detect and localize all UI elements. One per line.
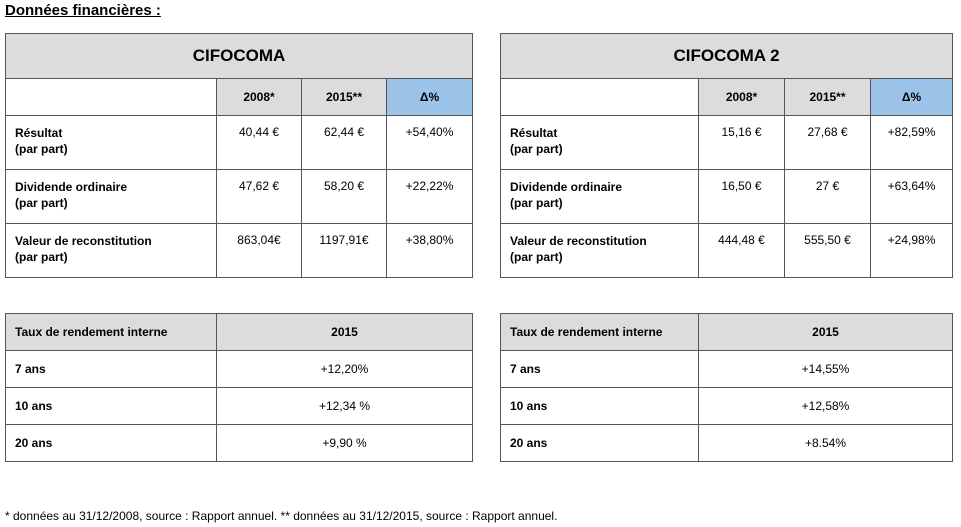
row-label-sub: (par part)	[510, 250, 563, 264]
row-label	[6, 116, 217, 170]
row-label-main: Résultat	[510, 126, 558, 140]
irr-value: +8.54%	[699, 425, 953, 462]
row-label-main: Dividende ordinaire	[15, 180, 128, 194]
table-row	[501, 116, 953, 170]
value-2015: 27 €	[785, 170, 871, 224]
value-2015: 1197,91€	[302, 224, 387, 278]
row-label-sub: (par part)	[510, 142, 563, 156]
irr-header-label: Taux de rendement interne	[501, 314, 699, 351]
table-row	[6, 224, 473, 278]
irr-value: +12,58%	[699, 388, 953, 425]
column-header-blank	[6, 79, 217, 116]
footnote: * données au 31/12/2008, source : Rapport annuel. ** données au 31/12/2015, source : Rapport annuel.	[5, 509, 558, 523]
row-label	[501, 170, 699, 224]
value-delta: +54,40%	[387, 116, 473, 170]
irr-header-label: Taux de rendement interne	[6, 314, 217, 351]
value-2008: 444,48 €	[699, 224, 785, 278]
irr-header-year: 2015	[217, 314, 473, 351]
irr-period-label: 20 ans	[501, 425, 699, 462]
table-row	[501, 351, 953, 388]
fund-table-cifocoma-2	[500, 33, 953, 278]
value-2015: 58,20 €	[302, 170, 387, 224]
table-row	[6, 170, 473, 224]
row-label	[501, 116, 699, 170]
row-label-main: Dividende ordinaire	[510, 180, 623, 194]
value-delta: +22,22%	[387, 170, 473, 224]
row-label	[6, 170, 217, 224]
table-row	[501, 388, 953, 425]
row-label	[6, 224, 217, 278]
value-delta: +63,64%	[871, 170, 953, 224]
table-row	[6, 116, 473, 170]
table-row	[501, 224, 953, 278]
table-row	[501, 170, 953, 224]
row-label-sub: (par part)	[15, 250, 68, 264]
irr-table-cifocoma	[5, 313, 473, 462]
value-2015: 27,68 €	[785, 116, 871, 170]
fund-title: CIFOCOMA 2	[501, 34, 953, 79]
value-2008: 16,50 €	[699, 170, 785, 224]
column-header-delta: Δ%	[387, 79, 473, 116]
page-heading: Données financières :	[5, 2, 161, 19]
irr-period-label: 20 ans	[6, 425, 217, 462]
value-delta: +24,98%	[871, 224, 953, 278]
column-header-2008: 2008*	[699, 79, 785, 116]
irr-period-label: 7 ans	[501, 351, 699, 388]
table-row	[501, 425, 953, 462]
value-delta: +38,80%	[387, 224, 473, 278]
irr-value: +14,55%	[699, 351, 953, 388]
irr-period-label: 10 ans	[501, 388, 699, 425]
value-2015: 62,44 €	[302, 116, 387, 170]
irr-value: +9,90 %	[217, 425, 473, 462]
irr-table-cifocoma-2	[500, 313, 953, 462]
irr-value: +12,20%	[217, 351, 473, 388]
table-row	[6, 351, 473, 388]
irr-period-label: 10 ans	[6, 388, 217, 425]
column-header-2015: 2015**	[785, 79, 871, 116]
fund-table-cifocoma	[5, 33, 473, 278]
row-label	[501, 224, 699, 278]
column-header-blank	[501, 79, 699, 116]
irr-header-year: 2015	[699, 314, 953, 351]
fund-title: CIFOCOMA	[6, 34, 473, 79]
column-header-2015: 2015**	[302, 79, 387, 116]
row-label-sub: (par part)	[15, 196, 68, 210]
irr-value: +12,34 %	[217, 388, 473, 425]
column-header-delta: Δ%	[871, 79, 953, 116]
value-2008: 40,44 €	[217, 116, 302, 170]
row-label-sub: (par part)	[510, 196, 563, 210]
row-label-main: Valeur de reconstitution	[15, 234, 152, 248]
column-header-2008: 2008*	[217, 79, 302, 116]
value-2015: 555,50 €	[785, 224, 871, 278]
table-row	[6, 388, 473, 425]
value-2008: 863,04€	[217, 224, 302, 278]
row-label-main: Résultat	[15, 126, 63, 140]
value-delta: +82,59%	[871, 116, 953, 170]
table-row	[6, 425, 473, 462]
row-label-sub: (par part)	[15, 142, 68, 156]
irr-period-label: 7 ans	[6, 351, 217, 388]
row-label-main: Valeur de reconstitution	[510, 234, 647, 248]
value-2008: 15,16 €	[699, 116, 785, 170]
value-2008: 47,62 €	[217, 170, 302, 224]
